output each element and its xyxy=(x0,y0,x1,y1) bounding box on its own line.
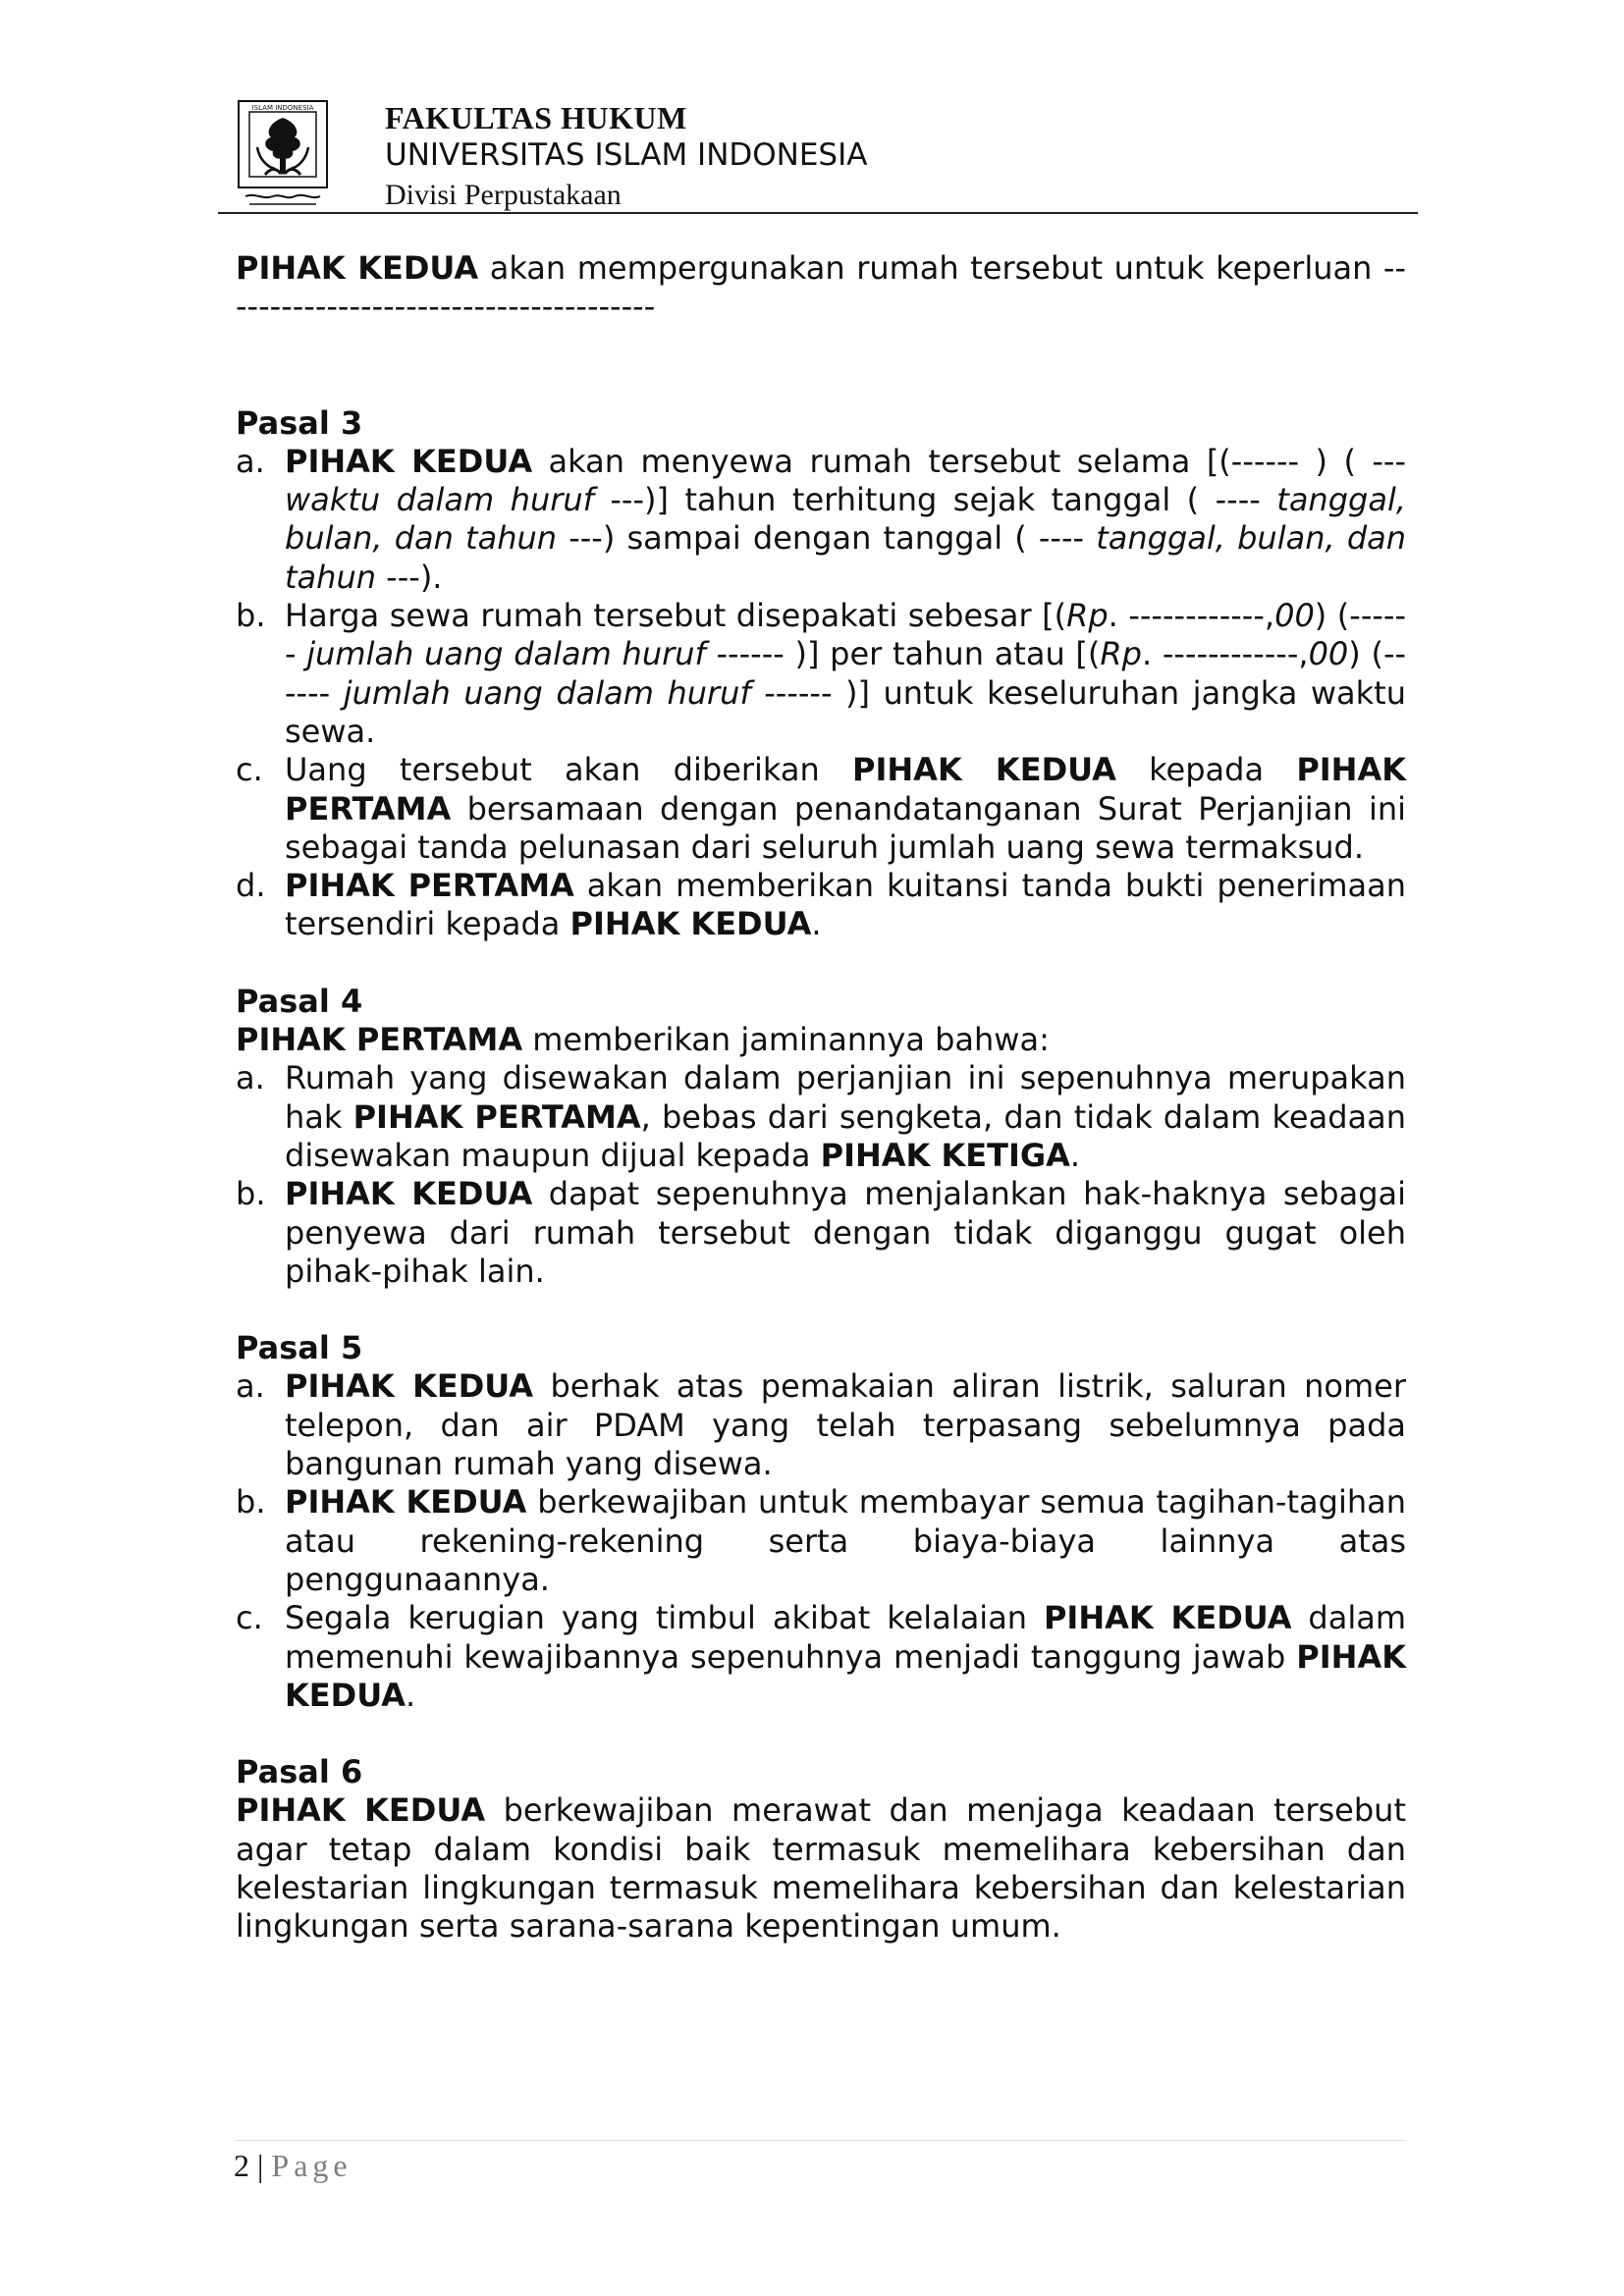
decimal-placeholder: 00 xyxy=(1274,597,1315,635)
list-item-text xyxy=(285,597,1406,751)
text-run: Harga sewa rumah tersebut disepakati sebesar [( xyxy=(285,597,1067,635)
list-item-text xyxy=(285,1483,1406,1599)
party-name: PIHAK KEDUA xyxy=(236,249,479,287)
page-number: 2 xyxy=(234,2148,249,2183)
list-marker: a. xyxy=(236,442,265,480)
pasal-4-intro xyxy=(236,1021,1406,1059)
list-item-text xyxy=(285,751,1406,867)
text-run: ------ )] per tahun atau [( xyxy=(705,635,1101,673)
placeholder-text: jumlah uang dalam huruf xyxy=(306,635,706,673)
page-footer xyxy=(234,2148,352,2184)
text-run: dapat sepenuhnya menjalankan hak-haknya sebagai penyewa dari rumah tersebut dengan tidak diganggu gugat oleh pihak-pihak lain. xyxy=(285,1175,1407,1290)
party-name: PIHAK KEDUA xyxy=(285,442,533,480)
decimal-placeholder: 00 xyxy=(1308,635,1349,673)
text-run: . xyxy=(405,1676,416,1714)
party-name: PIHAK KEDUA xyxy=(236,1791,486,1830)
party-name: PIHAK PERTAMA xyxy=(352,1097,641,1136)
pasal-4-section xyxy=(236,983,1406,1291)
list-marker: a. xyxy=(236,1367,265,1406)
placeholder-text: tanggal, bulan, dan tahun xyxy=(285,519,1407,596)
list-item xyxy=(236,1483,1406,1599)
pasal-6-paragraph xyxy=(236,1791,1406,1946)
list-item-text xyxy=(285,443,1406,597)
party-name: PIHAK PERTAMA xyxy=(285,751,1407,828)
text-run: memberikan jaminannya bahwa: xyxy=(522,1021,1050,1059)
list-item-text xyxy=(285,1175,1406,1291)
list-item xyxy=(236,751,1406,867)
pasal-3-list xyxy=(236,443,1406,944)
party-name: PIHAK KEDUA xyxy=(285,1175,533,1213)
text-run: . ------------, xyxy=(1108,597,1275,635)
party-name: PIHAK PERTAMA xyxy=(236,1021,523,1059)
pasal-6-section xyxy=(236,1753,1406,1946)
list-item-text xyxy=(285,867,1406,944)
document-body xyxy=(236,249,1406,1947)
pasal-4-heading: Pasal 4 xyxy=(236,982,363,1020)
list-item xyxy=(236,1175,1406,1291)
pasal-4-list xyxy=(236,1059,1406,1291)
text-run: Segala kerugian yang timbul akibat kelalaian xyxy=(285,1599,1044,1637)
pasal-5-heading: Pasal 5 xyxy=(236,1329,363,1367)
party-name: PIHAK KEDUA xyxy=(285,1483,527,1522)
party-name: PIHAK KEDUA xyxy=(1043,1599,1292,1637)
party-name: PIHAK KETIGA xyxy=(820,1136,1070,1174)
party-name: PIHAK KEDUA xyxy=(569,905,812,943)
list-marker: b. xyxy=(236,597,266,635)
text-run: akan memberikan kuitansi tanda bukti penerimaan tersendiri kepada xyxy=(285,867,1407,943)
party-name: PIHAK KEDUA xyxy=(285,1367,534,1406)
spacer xyxy=(236,1291,1406,1329)
pasal-3-section xyxy=(236,404,1406,944)
currency-label: Rp xyxy=(1100,635,1142,673)
text-run: . xyxy=(1069,1136,1081,1174)
footer-divider xyxy=(236,2140,1406,2141)
list-marker: c. xyxy=(236,1599,263,1637)
university-logo-icon xyxy=(236,98,330,208)
intro-paragraph xyxy=(236,249,1406,327)
list-item-text xyxy=(285,1599,1406,1715)
text-run: ) (------ xyxy=(285,635,1407,712)
spacer xyxy=(236,1715,1406,1753)
division-name: Divisi Perpustakaan xyxy=(385,179,622,211)
placeholder-text: jumlah uang dalam huruf xyxy=(343,673,751,712)
text-run: Rumah yang disewakan dalam perjanjian ini sepenuhnya merupakan hak xyxy=(285,1059,1406,1136)
list-item xyxy=(236,1367,1406,1483)
text-run: . ------------, xyxy=(1141,635,1309,673)
faculty-name: FAKULTAS HUKUM xyxy=(385,100,687,135)
list-item xyxy=(236,867,1406,944)
list-marker: b. xyxy=(236,1175,266,1213)
text-run: berkewajiban untuk membayar semua tagihan-tagihan atau rekening-rekening serta biaya-biaya lainnya atas penggunaannya. xyxy=(285,1483,1407,1598)
list-item xyxy=(236,597,1406,751)
party-name: PIHAK PERTAMA xyxy=(285,867,574,905)
text-run: akan mempergunakan rumah tersebut untuk keperluan --------------------------------------- xyxy=(236,249,1407,326)
text-run: berkewajiban merawat dan menjaga keadaan tersebut agar tetap dalam kondisi baik termasuk memelihara kebersihan dan kelestarian lingkungan termasuk memelihara kebersihan dan kelestarian lingkungan serta sarana-sarana kepentingan umum. xyxy=(236,1791,1407,1946)
text-run: kepada xyxy=(1115,751,1297,789)
placeholder-text: tanggal, bulan, dan tahun xyxy=(285,481,1406,558)
text-run: akan menyewa rumah tersebut selama [(------ ) ( --- xyxy=(532,442,1407,480)
text-run: Uang tersebut akan diberikan xyxy=(285,751,853,789)
text-run: ---)] tahun terhitung sejak tanggal ( ---- xyxy=(593,481,1277,519)
currency-label: Rp xyxy=(1066,597,1109,635)
list-item-text xyxy=(285,1059,1406,1175)
header-divider xyxy=(218,212,1418,214)
logo-tree-mark xyxy=(257,118,308,175)
list-marker: a. xyxy=(236,1059,265,1097)
pasal-6-heading: Pasal 6 xyxy=(236,1753,363,1791)
list-marker: c. xyxy=(236,751,263,789)
text-run: ) (------ xyxy=(285,597,1407,673)
list-item xyxy=(236,443,1406,597)
text-run: . xyxy=(811,905,822,943)
page-label: Page xyxy=(271,2148,352,2183)
pasal-5-list xyxy=(236,1367,1406,1715)
list-marker: d. xyxy=(236,867,266,905)
text-run: berhak atas pemakaian aliran listrik, saluran nomer telepon, dan air PDAM yang telah terpasang sebelumnya pada bangunan rumah yang disewa. xyxy=(285,1367,1407,1483)
text-run: bersamaan dengan penandatanganan Surat Perjanjian ini sebagai tanda pelunasan dari seluruh jumlah uang sewa termaksud. xyxy=(285,789,1406,866)
text-run: ------ )] untuk keseluruhan jangka waktu sewa. xyxy=(285,673,1407,750)
list-marker: b. xyxy=(236,1483,266,1522)
pasal-5-section xyxy=(236,1329,1406,1715)
text-run: ---) sampai dengan tanggal ( ---- xyxy=(557,519,1097,558)
party-name: PIHAK KEDUA xyxy=(285,1637,1406,1714)
logo-label: ISLAM INDONESIA xyxy=(251,104,314,112)
university-name: UNIVERSITAS ISLAM INDONESIA xyxy=(385,137,868,173)
pasal-3-heading: Pasal 3 xyxy=(236,403,363,442)
text-run: , bebas dari sengketa, dan tidak dalam keadaan disewakan maupun dijual kepada xyxy=(285,1097,1407,1174)
placeholder-text: waktu dalam huruf xyxy=(285,481,594,519)
footer-separator: | xyxy=(249,2148,272,2183)
list-item-text xyxy=(285,1367,1406,1483)
list-item xyxy=(236,1599,1406,1715)
spacer xyxy=(236,944,1406,983)
text-run: ---). xyxy=(376,558,443,596)
party-name: PIHAK KEDUA xyxy=(852,751,1116,789)
list-item xyxy=(236,1059,1406,1175)
spacer xyxy=(236,327,1406,404)
text-run: dalam memenuhi kewajibannya sepenuhnya menjadi tanggung jawab xyxy=(285,1599,1406,1676)
